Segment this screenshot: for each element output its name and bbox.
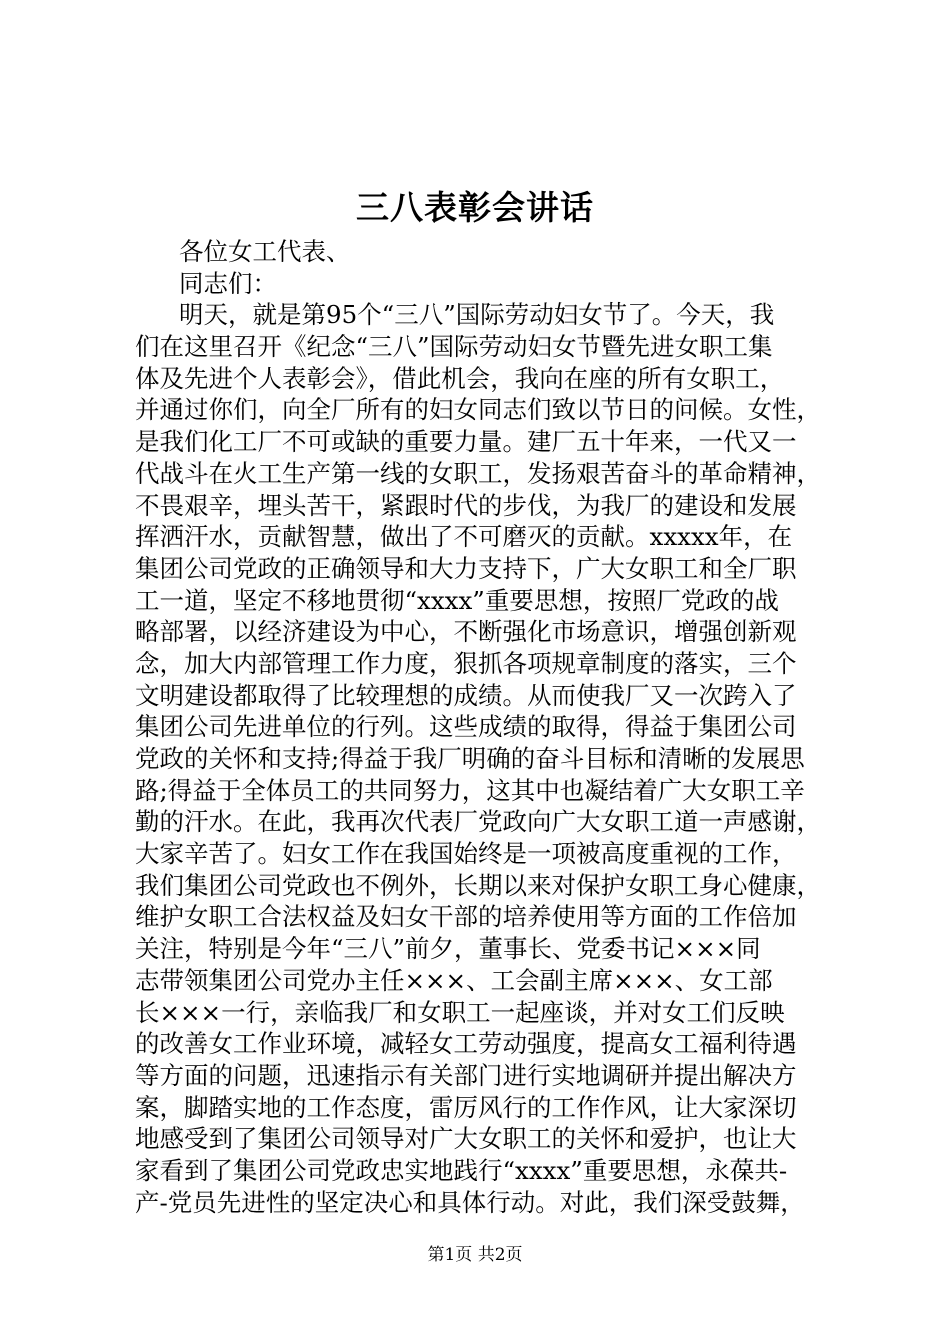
body-line: 略部署，以经济建设为中心，不断强化市场意识，增强创新观 [135,617,797,647]
body-line: 地感受到了集团公司领导对广大女职工的关怀和爱护，也让大 [135,1124,797,1154]
body-line: 案，脚踏实地的工作态度，雷厉风行的工作作风，让大家深切 [135,1092,797,1122]
body-line: 代战斗在火工生产第一线的女职工，发扬艰苦奋斗的革命精神， [135,458,821,488]
body-line: 文明建设都取得了比较理想的成绩。从而使我厂又一次跨入了 [135,680,797,710]
body-line: 我们集团公司党政也不例外，长期以来对保护女职工身心健康， [135,870,821,900]
body-line: 明天，就是第95个“三八”国际劳动妇女节了。今天，我 [179,300,775,330]
body-line: 勤的汗水。在此，我再次代表厂党政向广大女职工道一声感谢， [135,807,821,837]
body-line: 路;得益于全体员工的共同努力，这其中也凝结着广大女职工辛 [135,775,805,805]
body-line: 工一道，坚定不移地贯彻“xxxx”重要思想，按照厂党政的战 [135,585,779,615]
body-line: 的改善女工作业环境，减轻女工劳动强度，提高女工福利待遇 [135,1029,797,1059]
document-title: 三八表彰会讲话 [356,188,594,227]
body-line: 念，加大内部管理工作力度，狠抓各项规章制度的落实，三个 [135,648,797,678]
body-paragraph [135,299,835,1218]
body-line: 关注，特别是今年“三八”前夕，董事长、党委书记×××同 [135,934,761,964]
body-line: 产-党员先进性的坚定决心和具体行动。对此，我们深受鼓舞， [135,1187,805,1217]
page-footer: 第1页 共2页 [427,1245,523,1265]
body-line: 是我们化工厂不可或缺的重要力量。建厂五十年来，一代又一 [135,427,797,457]
salutation-line: 各位女工代表、 [179,237,351,266]
body-line: 并通过你们，向全厂所有的妇女同志们致以节日的问候。女性， [135,395,821,425]
body-line: 维护女职工合法权益及妇女干部的培养使用等方面的工作倍加 [135,902,797,932]
body-line: 大家辛苦了。妇女工作在我国始终是一项被高度重视的工作， [135,839,797,869]
body-line: 体及先进个人表彰会》，借此机会，我向在座的所有女职工， [135,363,785,393]
body-line: 们在这里召开《纪念“三八”国际劳动妇女节暨先进女职工集 [135,332,773,362]
body-line: 不畏艰辛，埋头苦干，紧跟时代的步伐，为我厂的建设和发展 [135,490,797,520]
body-line: 党政的关怀和支持;得益于我厂明确的奋斗目标和清晰的发展思 [135,744,805,773]
body-line: 等方面的问题，迅速指示有关部门进行实地调研并提出解决方 [135,1060,797,1090]
document-body [135,236,835,1218]
body-line: 长×××一行，亲临我厂和女职工一起座谈，并对女工们反映 [135,997,785,1027]
body-line: 志带领集团公司党办主任×××、工会副主席×××、女工部 [135,965,773,995]
body-line: 集团公司党政的正确领导和大力支持下，广大女职工和全厂职 [135,553,797,583]
body-line: 集团公司先进单位的行列。这些成绩的取得，得益于集团公司 [135,712,797,742]
salutation-line: 同志们： [179,268,277,298]
body-line: 挥洒汗水，贡献智慧，做出了不可磨灭的贡献。xxxxx年，在 [135,522,793,552]
body-line: 家看到了集团公司党政忠实地践行“xxxx”重要思想，永葆共- [135,1155,788,1185]
